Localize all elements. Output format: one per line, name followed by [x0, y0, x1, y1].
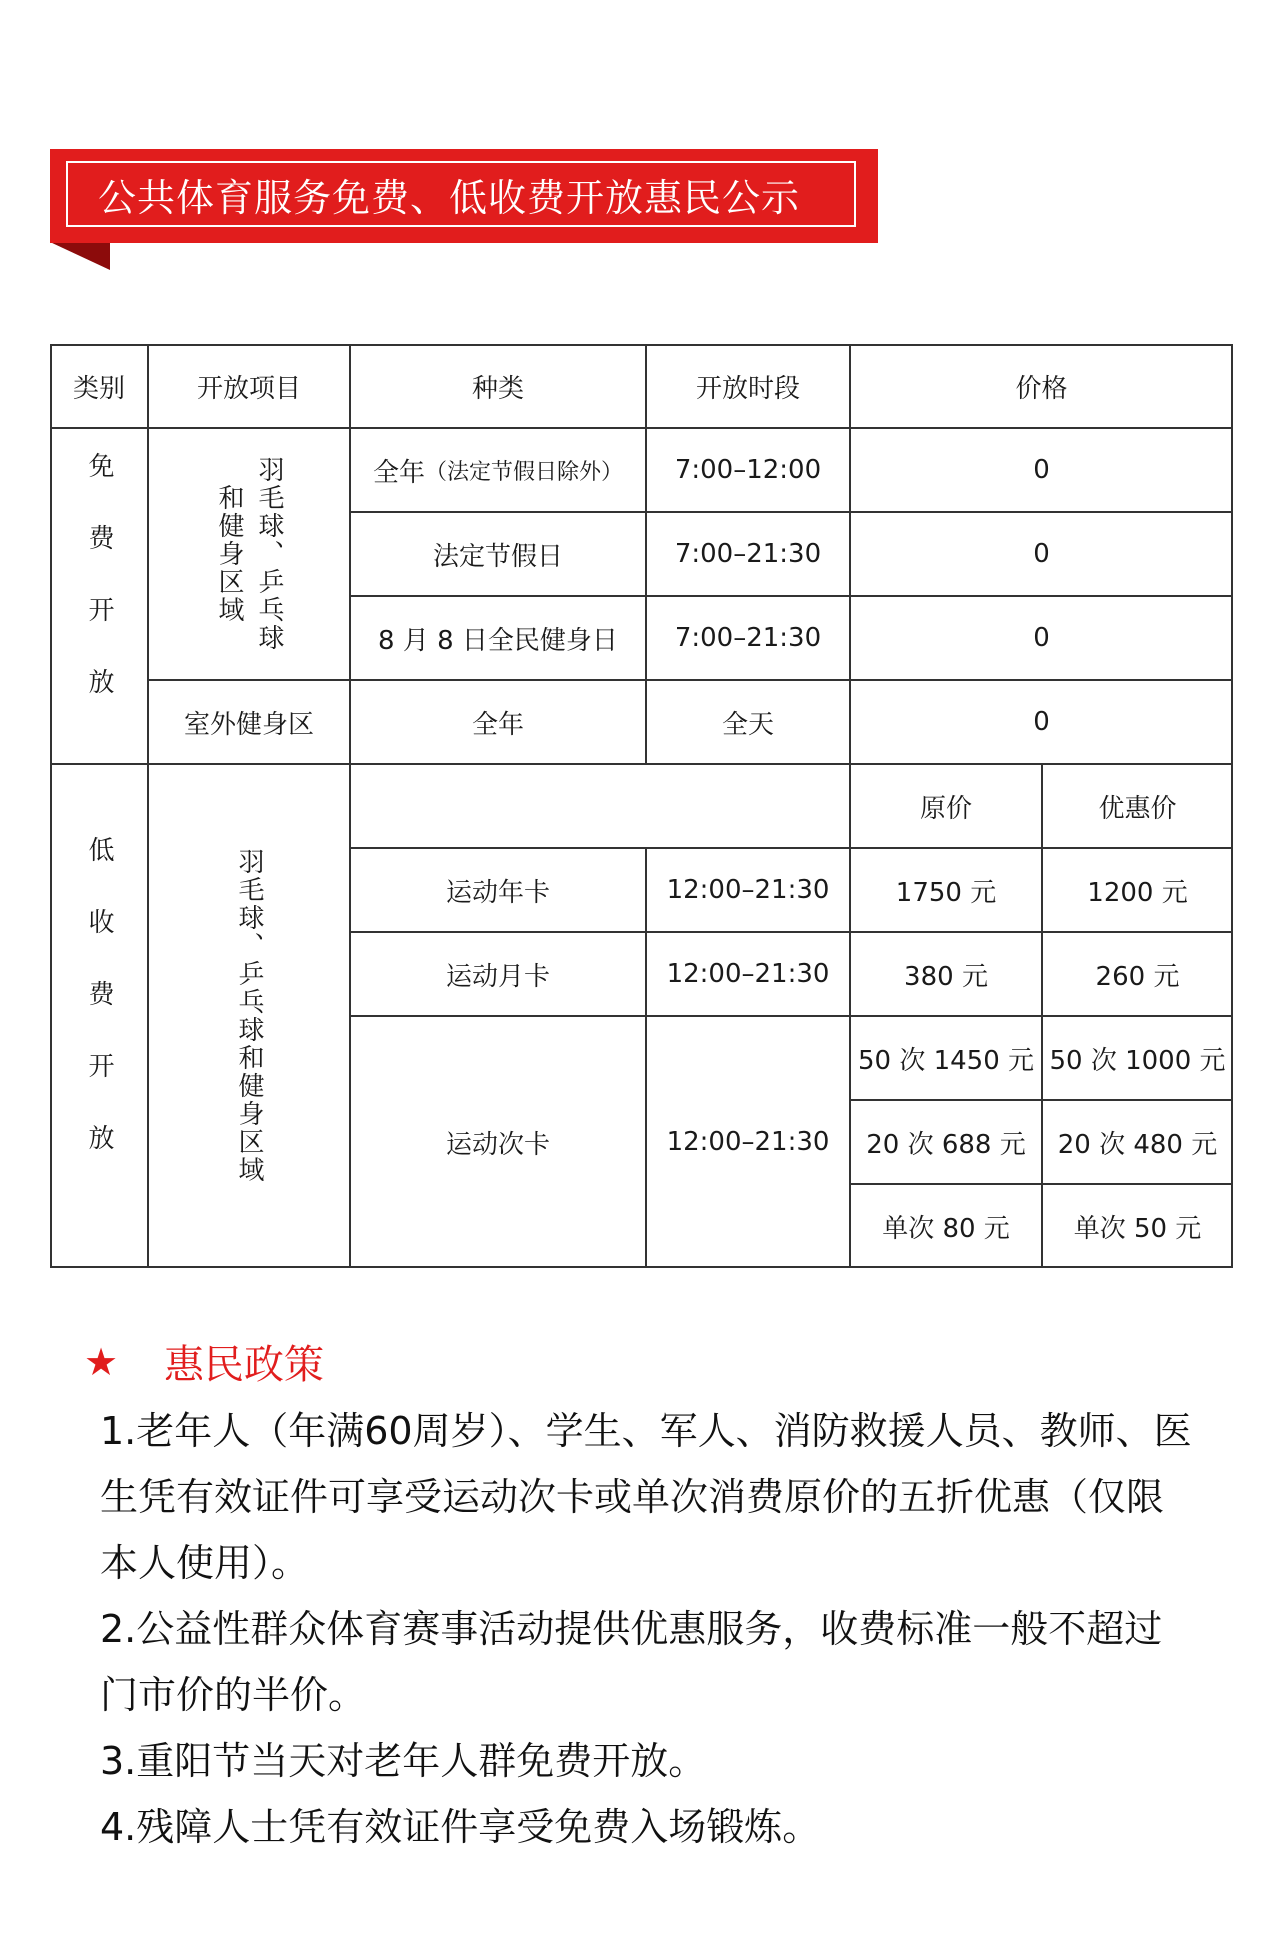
title-banner: [50, 149, 878, 243]
policy-item-3: 3.重阳节当天对老年人群免费开放。: [100, 1739, 707, 1783]
header-period: 开放时段: [695, 373, 800, 404]
table-line: [645, 344, 647, 764]
times-card-original-2: 20 次 688 元: [866, 1129, 1026, 1160]
low-item: [148, 764, 350, 1268]
subheader-discount: 优惠价: [1098, 793, 1177, 824]
times-card-discount-2: 20 次 480 元: [1057, 1129, 1218, 1160]
header-type: 种类: [471, 373, 524, 404]
free-row-4-period: 全天: [721, 709, 774, 740]
free-row-1-type-note: （法定节假日除外）: [425, 459, 624, 485]
times-card-original-1: 50 次 1450 元: [857, 1045, 1035, 1076]
free-item-indoor: [148, 428, 350, 680]
table-line: [50, 427, 1233, 429]
free-row-3-period: 7:00–21:30: [674, 623, 822, 653]
header-price: 价格: [1015, 373, 1068, 404]
free-row-3-type: 8 月 8 日全民健身日: [378, 625, 618, 656]
free-row-1-type: [350, 428, 646, 512]
free-row-2-type: 法定节假日: [432, 541, 563, 572]
free-row-4-price: 0: [1033, 707, 1050, 737]
table-line: [849, 344, 851, 1268]
page-title: 公共体育服务免费、低收费开放惠民公示: [98, 175, 801, 220]
free-item-indoor-label: 羽毛球、乒乓球和健身区域: [214, 456, 284, 652]
year-card-original: 1750 元: [895, 877, 997, 908]
pricing-table: [50, 344, 1233, 1268]
table-line: [350, 1015, 1233, 1017]
table-line: [350, 595, 1233, 597]
table-line: [349, 344, 351, 1268]
policy-header: [84, 1333, 324, 1390]
header-category: 类别: [72, 373, 125, 404]
table-border-bottom: [50, 1266, 1233, 1268]
year-card-type: 运动年卡: [445, 877, 550, 908]
table-line: [148, 679, 1233, 681]
free-row-1-price: 0: [1033, 455, 1050, 485]
header-item: 开放项目: [196, 373, 301, 404]
policy-list: [100, 1398, 1200, 1860]
free-row-4-type: 全年: [471, 709, 524, 740]
subheader-original: 原价: [919, 793, 972, 824]
year-card-discount: 1200 元: [1087, 877, 1188, 908]
table-line: [147, 344, 149, 1268]
policy-item-2: 2.公益性群众体育赛事活动提供优惠服务，收费标准一般不超过门市价的半价。: [100, 1607, 1163, 1717]
table-line: [350, 511, 1233, 513]
times-card-discount-1: 50 次 1000 元: [1049, 1045, 1226, 1076]
times-card-original-3: 单次 80 元: [882, 1213, 1010, 1244]
free-row-2-price: 0: [1033, 539, 1050, 569]
table-border-top: [50, 344, 1233, 346]
free-row-1-type-text: 全年: [372, 457, 425, 488]
category-low: [50, 764, 148, 1268]
category-free: [50, 428, 148, 764]
month-card-period: 12:00–21:30: [666, 959, 830, 989]
banner-frame: [66, 161, 856, 227]
month-card-discount: 260 元: [1095, 961, 1180, 992]
free-item-outdoor: 室外健身区: [183, 709, 314, 740]
table-line: [50, 763, 1233, 765]
category-free-label: 免费开放: [84, 452, 114, 740]
policy-item-4: 4.残障人士凭有效证件享受免费入场锻炼。: [100, 1805, 821, 1849]
policy-item-1: 1.老年人（年满60周岁）、学生、军人、消防救援人员、教师、医生凭有效证件可享受运动次卡或单次消费原价的五折优惠（仅限本人使用）。: [100, 1409, 1192, 1585]
table-line: [1041, 763, 1043, 1268]
table-line: [645, 847, 647, 1268]
category-low-label: 低收费开放: [84, 836, 114, 1196]
times-card-discount-3: 单次 50 元: [1073, 1213, 1202, 1244]
times-card-period: 12:00–21:30: [666, 1127, 830, 1157]
month-card-type: 运动月卡: [445, 961, 550, 992]
free-row-2-period: 7:00–21:30: [674, 539, 822, 569]
table-border-left: [50, 344, 52, 1268]
free-row-1-period: 7:00–12:00: [674, 455, 822, 485]
year-card-period: 12:00–21:30: [666, 875, 830, 905]
free-row-3-price: 0: [1033, 623, 1050, 653]
table-border-right: [1231, 344, 1233, 1268]
times-card-type: 运动次卡: [445, 1129, 550, 1160]
table-line: [350, 847, 1233, 849]
star-icon: ★: [84, 1339, 119, 1384]
low-item-label: 羽毛球、乒乓球和健身区域: [234, 848, 264, 1184]
table-line: [350, 931, 1233, 933]
banner-fold: [50, 242, 110, 270]
month-card-original: 380 元: [904, 961, 988, 992]
policy-title: 惠民政策: [164, 1342, 324, 1388]
